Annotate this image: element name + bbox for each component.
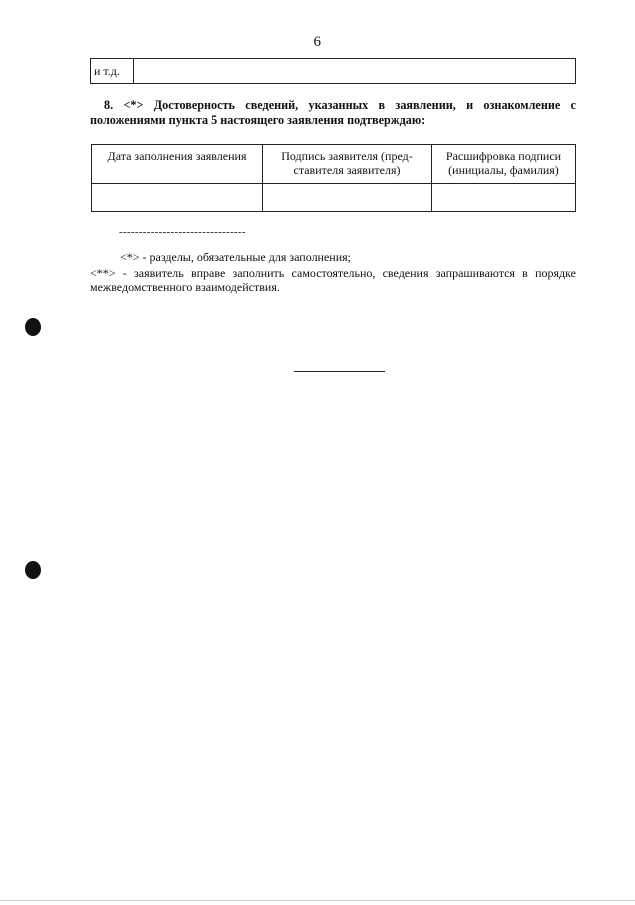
scan-edge-line bbox=[0, 900, 635, 901]
signature-decoding-cell bbox=[432, 184, 576, 212]
header-signature-decoding: Расшифровка подписи (инициалы, фамилия) bbox=[432, 145, 576, 184]
punch-hole-mark bbox=[25, 318, 41, 336]
section-8-heading: 8. <*> Достоверность сведений, указанных в заявлении, и ознакомление с положениями пункта 5 настоящего заявления подтверждаю: bbox=[90, 98, 576, 127]
header-signature: Подпись заявителя (пред-ставителя заявителя) bbox=[263, 145, 432, 184]
table-row bbox=[92, 184, 576, 212]
table-header-row bbox=[92, 145, 576, 184]
etc-label-cell: и т.д. bbox=[91, 59, 134, 84]
header-fill-date: Дата заполнения заявления bbox=[92, 145, 263, 184]
signature-table bbox=[91, 144, 576, 212]
page-number: 6 bbox=[313, 34, 322, 50]
signature-cell bbox=[263, 184, 432, 212]
etc-table bbox=[90, 58, 576, 84]
footnote-required: <*> - разделы, обязательные для заполнения; bbox=[120, 250, 352, 264]
etc-value-cell bbox=[134, 59, 576, 84]
table-row bbox=[91, 59, 576, 84]
punch-hole-mark bbox=[25, 561, 41, 579]
footnote-optional: <**> - заявитель вправе заполнить самостоятельно, сведения запрашиваются в порядке межведомственного взаимодействия. bbox=[90, 266, 576, 294]
footnote-separator: -------------------------------- bbox=[119, 226, 246, 238]
document-end-line bbox=[294, 371, 385, 372]
fill-date-cell bbox=[92, 184, 263, 212]
